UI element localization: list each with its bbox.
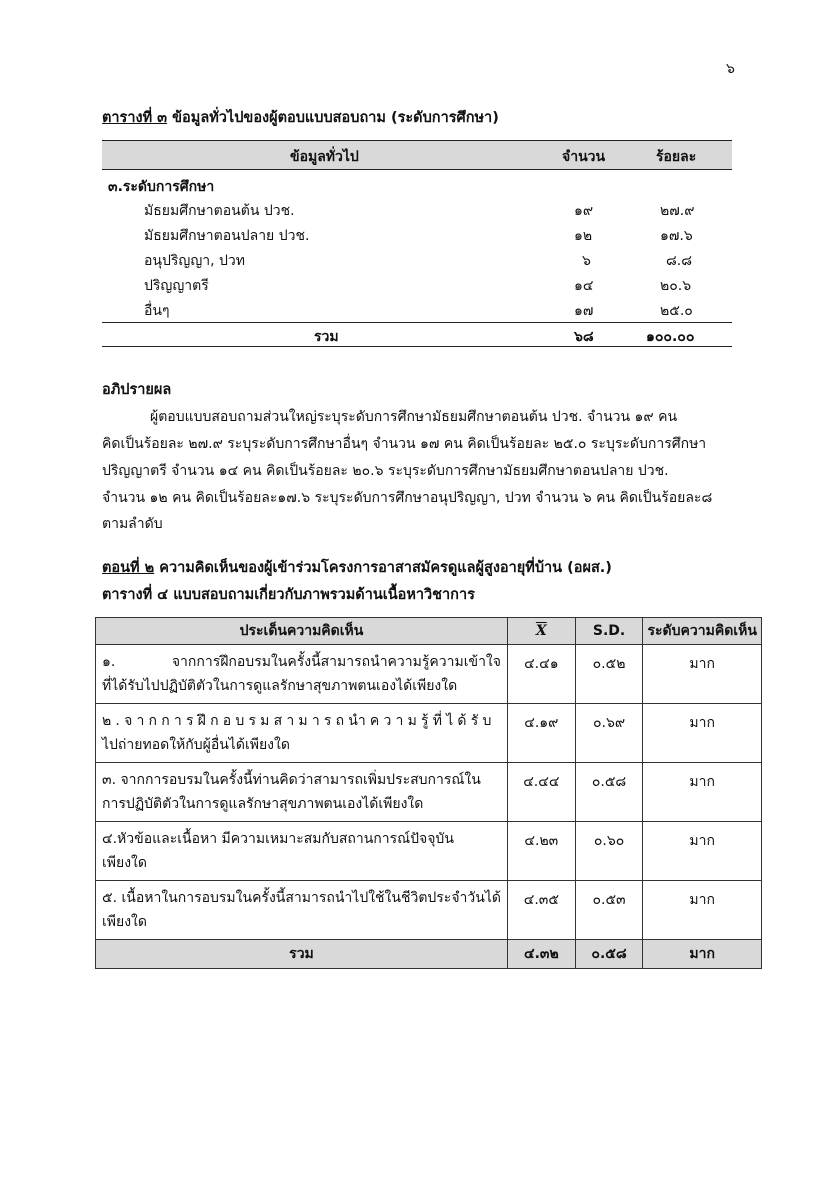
table4-header-level: ระดับความคิดเห็น <box>643 618 762 645</box>
table4-row <box>96 645 762 704</box>
table4 <box>95 617 762 969</box>
discussion-line: ปริญญาตรี จำนวน ๑๔ คน คิดเป็นร้อยละ ๒๐.๖ ระบุระดับการศึกษามัธยมศึกษาตอนปลาย ปวช. <box>102 463 669 479</box>
table4-total-level: มาก <box>643 940 762 969</box>
table3-row-label: มัธยมศึกษาตอนต้น ปวช. <box>144 203 295 219</box>
table3-group-label: ๓.ระดับการศึกษา <box>108 179 215 195</box>
table3-row-label: อื่นๆ <box>144 303 170 319</box>
discussion-line: จำนวน ๑๒ คน คิดเป็นร้อยละ๑๗.๖ ระบุระดับการศึกษาอนุปริญญา, ปวท จำนวน ๖ คน คิดเป็นร้อยละ๘ <box>102 490 713 506</box>
table3-total-count: ๖๘ <box>574 329 594 345</box>
table4-sd: ๐.๖๐ <box>575 822 643 881</box>
table4-item-line: ที่ได้รับไปปฏิบัติตัวในการดูแลรักษาสุขภาพตนเองได้เพียงใด <box>102 678 458 694</box>
table4-sd: ๐.๖๙ <box>575 704 643 763</box>
table4-sd: ๐.๕๓ <box>575 881 643 940</box>
table4-item-cell <box>96 645 508 704</box>
table4-total-row <box>96 940 762 969</box>
part2-heading-text: ความคิดเห็นของผู้เข้าร่วมโครงการอาสาสมัครดูแลผู้สูงอายุที่บ้าน (อผส.) <box>154 560 612 576</box>
table3-row-label: อนุปริญญา, ปวท <box>144 253 245 269</box>
part2-heading-prefix: ตอนที่ ๒ <box>102 560 155 576</box>
table4-item-line: เพียงใด <box>102 914 147 930</box>
table3-row-label: มัธยมศึกษาตอนปลาย ปวช. <box>144 228 310 244</box>
table4-mean: ๔.๓๕ <box>507 881 575 940</box>
table4-item-line: ๑. จากการฝึกอบรมในครั้งนี้สามารถนำความรู้ความเข้าใจ <box>102 654 501 670</box>
table3-caption-text: ข้อมูลทั่วไปของผู้ตอบแบบสอบถาม (ระดับการศึกษา) <box>167 110 499 126</box>
page-number: ๖ <box>726 61 735 77</box>
table4-level: มาก <box>643 881 762 940</box>
table4-mean: ๔.๔๔ <box>507 763 575 822</box>
table3-divider <box>102 322 732 323</box>
table4-header-sd: S.D. <box>575 618 643 645</box>
table3-caption-prefix: ตารางที่ ๓ <box>102 110 168 126</box>
table3-header <box>102 140 732 170</box>
table4-item-line: เพียงใด <box>102 855 147 871</box>
table3-row-count: ๑๒ <box>574 228 593 244</box>
table3-row-count: ๖ <box>582 253 591 269</box>
table3-header-percent: ร้อยละ <box>656 149 697 165</box>
table4-header-mean <box>507 618 575 645</box>
table4-sd: ๐.๕๒ <box>575 645 643 704</box>
table4-header-row <box>96 618 762 645</box>
table4-total-sd: ๐.๕๘ <box>575 940 643 969</box>
table4-item-cell <box>96 822 508 881</box>
table3-row-percent: ๘.๘ <box>666 253 693 269</box>
table3-row-label: ปริญญาตรี <box>144 278 209 294</box>
discussion-line: ผู้ตอบแบบสอบถามส่วนใหญ่ระบุระดับการศึกษามัธยมศึกษาตอนต้น ปวช. จำนวน ๑๙ คน <box>150 409 678 425</box>
discussion-line: คิดเป็นร้อยละ ๒๗.๙ ระบุระดับการศึกษาอื่นๆ จำนวน ๑๗ คน คิดเป็นร้อยละ ๒๕.๐ ระบุระดับการศึกษา <box>102 436 707 452</box>
table4-item-line: ๓. จากการอบรมในครั้งนี้ท่านคิดว่าสามารถเพิ่มประสบการณ์ใน <box>102 772 481 788</box>
table4-sd: ๐.๕๘ <box>575 763 643 822</box>
table4-item-line: ๕. เนื้อหาในการอบรมในครั้งนี้สามารถนำไปใช้ในชีวิตประจำวันได้ <box>102 890 501 906</box>
table4-mean: ๔.๑๙ <box>507 704 575 763</box>
table4-level: มาก <box>643 704 762 763</box>
table3-row-count: ๑๗ <box>574 303 594 319</box>
table3-total-label: รวม <box>314 329 339 345</box>
table3-row-count: ๑๙ <box>574 203 594 219</box>
table3-header-info: ข้อมูลทั่วไป <box>290 149 359 165</box>
table4-total-label: รวม <box>96 940 508 969</box>
table4-header-item: ประเด็นความคิดเห็น <box>96 618 508 645</box>
table4-item-line: ๔.หัวข้อและเนื้อหา มีความเหมาะสมกับสถานการณ์ปัจจุบัน <box>102 831 454 847</box>
table4-row <box>96 763 762 822</box>
table4-item-cell <box>96 881 508 940</box>
table3-row-percent: ๒๕.๐ <box>660 303 693 319</box>
table4-item-line: ๒.จากการฝึกอบรมสามารถนำความรู้ที่ได้รับ <box>102 713 496 729</box>
table3-bottom-border <box>102 346 732 347</box>
table3-row-count: ๑๔ <box>574 278 594 294</box>
table4-item-cell <box>96 763 508 822</box>
table4-mean: ๔.๒๓ <box>507 822 575 881</box>
table3-total-percent: ๑๐๐.๐๐ <box>646 329 695 345</box>
table3 <box>102 140 732 345</box>
table3-header-count: จำนวน <box>562 149 606 165</box>
table4-mean: ๔.๔๑ <box>507 645 575 704</box>
table3-caption <box>102 106 499 129</box>
table4-level: มาก <box>643 763 762 822</box>
table4-item-line: ไปถ่ายทอดให้กับผู้อื่นได้เพียงใด <box>102 737 290 753</box>
table4-row <box>96 822 762 881</box>
table4-row <box>96 881 762 940</box>
discussion-line: ตามลำดับ <box>102 516 163 532</box>
table4-caption: ตารางที่ ๔ แบบสอบถามเกี่ยวกับภาพรวมด้านเนื้อหาวิชาการ <box>102 587 475 603</box>
table4-item-cell <box>96 704 508 763</box>
table4-level: มาก <box>643 822 762 881</box>
mean-symbol: $\overline{X}$ <box>535 623 547 639</box>
part2-heading <box>102 556 612 579</box>
table4-level: มาก <box>643 645 762 704</box>
table3-row-percent: ๒๗.๙ <box>660 203 695 219</box>
table3-row-percent: ๑๗.๖ <box>660 228 693 244</box>
table4-total-mean: ๔.๓๒ <box>507 940 575 969</box>
discussion-title: อภิปรายผล <box>102 382 172 398</box>
table3-row-percent: ๒๐.๖ <box>660 278 692 294</box>
table4-item-line: การปฏิบัติตัวในการดูแลรักษาสุขภาพตนเองได้เพียงใด <box>102 796 424 812</box>
table4-row <box>96 704 762 763</box>
